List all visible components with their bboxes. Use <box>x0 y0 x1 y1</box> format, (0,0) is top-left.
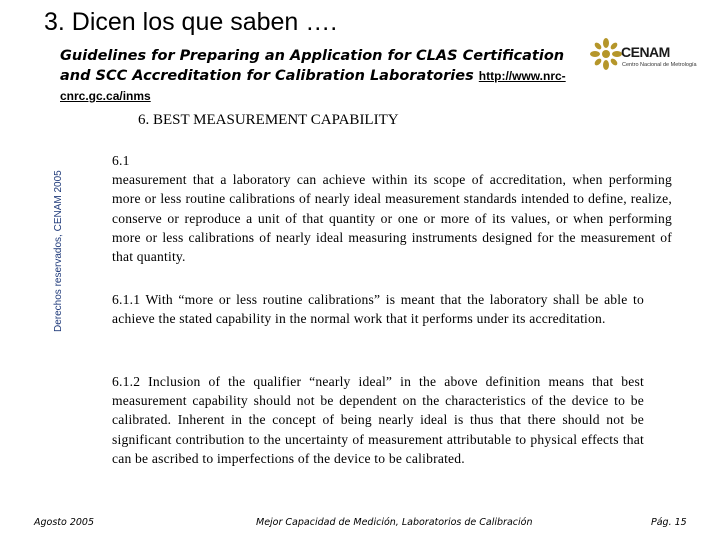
reference-title: Guidelines for Preparing an Application for CLAS Certification and SCC Accreditation for Calibration Laboratories <box>60 48 565 84</box>
paragraph-6-1 <box>112 151 672 266</box>
paragraph-6-1-1: 6.1.1 With “more or less routine calibrations” is meant that the laboratory shall be able to achieve the stated capability in the normal work that it performs under its accreditation. <box>112 292 644 327</box>
slide-title: 3. Dicen los que saben …. <box>44 8 338 36</box>
logo-wordmark: CENAM <box>621 44 670 60</box>
logo-tagline: Centro Nacional de Metrología <box>622 62 697 68</box>
page-number: Pág. 15 <box>651 517 687 528</box>
reference-link-part2[interactable]: cnrc.gc.ca/inms <box>60 89 151 103</box>
paragraph-6-1-2: 6.1.2 Inclusion of the qualifier “nearly ideal” in the above definition means that best measurement capability should not be dependent on the characteristics of the device to be calibrated. Inherent in the concept of being nearly ideal is thus that there should not be significant contribution to the uncertainty of measurement attributable to physical effects that can be ascribed to imperfections of the device to be calibrated. <box>112 374 644 466</box>
section-heading: 6. BEST MEASUREMENT CAPABILITY <box>138 112 399 128</box>
copyright-vertical: Derechos reservados, CENAM 2005 <box>53 170 64 332</box>
document-reference <box>60 46 590 106</box>
paragraph-text: measurement that a laboratory can achieve within its scope of accreditation, when performing more or less routine calibrations of nearly ideal measurement standards intended to define, realize, conserve or reproduce a unit of that quantity or one or more of its values, or when performing more or less calibrations of nearly ideal measuring instruments designed for the measurement of that quantity. <box>112 172 672 265</box>
footer-date: Agosto 2005 <box>34 517 95 528</box>
footer-title: Mejor Capacidad de Medición, Laboratorios de Calibración <box>256 517 533 528</box>
reference-link-part1[interactable]: http://www.nrc- <box>478 69 566 83</box>
cenam-emblem-icon <box>590 38 622 70</box>
paragraph-number: 6.1 <box>112 153 130 168</box>
